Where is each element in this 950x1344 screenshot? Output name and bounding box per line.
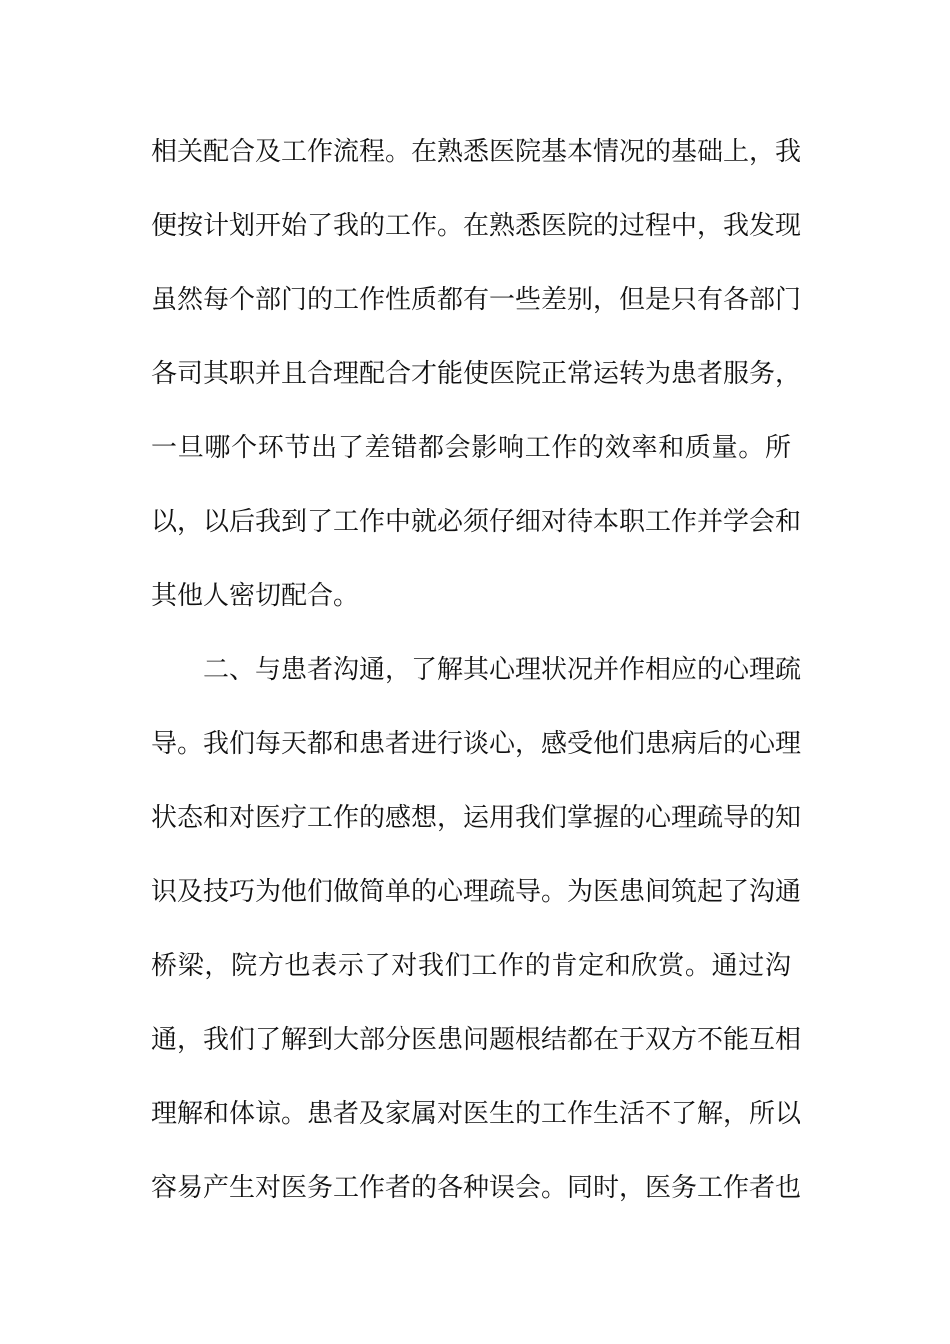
text-line: 通，我们了解到大部分医患问题根结都在于双方不能互相 xyxy=(151,1025,802,1055)
text-line: 状态和对医疗工作的感想，运用我们掌握的心理疏导的知 xyxy=(151,803,802,833)
text-line: 一旦哪个环节出了差错都会影响工作的效率和质量。所 xyxy=(151,433,791,463)
text-line: 识及技巧为他们做简单的心理疏导。为医患间筑起了沟通 xyxy=(151,877,802,907)
text-line: 以，以后我到了工作中就必须仔细对待本职工作并学会和 xyxy=(151,507,802,537)
text-line: 理解和体谅。患者及家属对医生的工作生活不了解，所以 xyxy=(151,1099,802,1129)
text-line: 容易产生对医务工作者的各种误会。同时，医务工作者也 xyxy=(151,1173,802,1203)
text-line: 导。我们每天都和患者进行谈心，感受他们患病后的心理 xyxy=(151,729,802,759)
text-line: 各司其职并且合理配合才能使医院正常运转为患者服务， xyxy=(151,359,802,389)
body-text xyxy=(151,126,802,1236)
text-line: 便按计划开始了我的工作。在熟悉医院的过程中，我发现 xyxy=(151,211,802,241)
text-line: 其他人密切配合。 xyxy=(151,581,360,611)
text-line: 二、与患者沟通，了解其心理状况并作相应的心理疏 xyxy=(203,655,802,685)
text-line: 桥梁，院方也表示了对我们工作的肯定和欣赏。通过沟 xyxy=(151,951,791,981)
text-line: 虽然每个部门的工作性质都有一些差别，但是只有各部门 xyxy=(151,285,802,315)
text-line: 相关配合及工作流程。在熟悉医院基本情况的基础上，我 xyxy=(151,137,802,167)
